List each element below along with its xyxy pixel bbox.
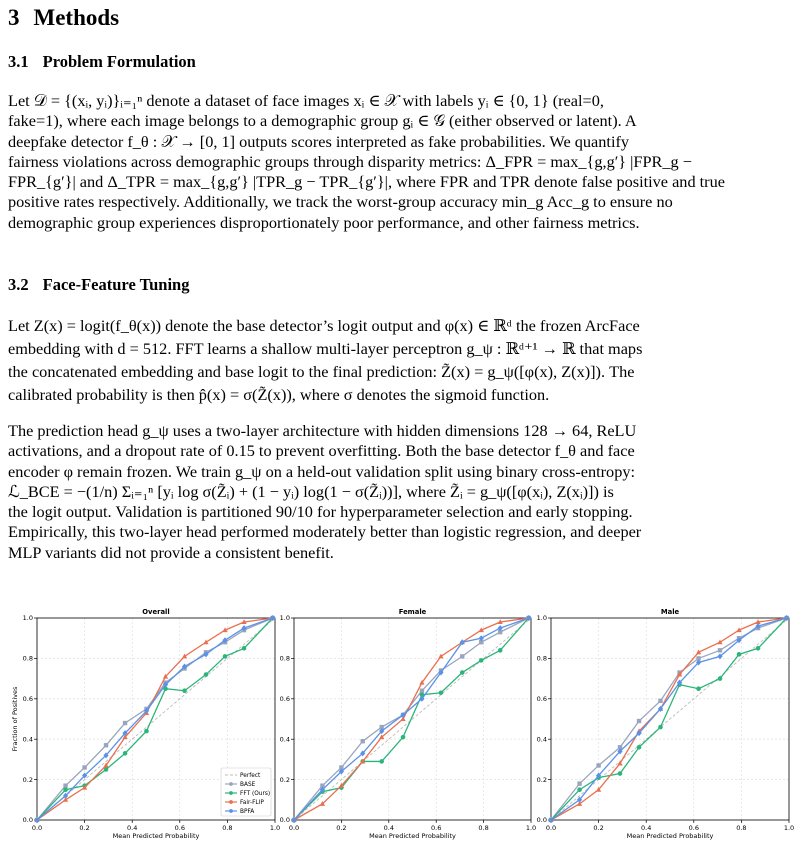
- data-point-fft-ours: [658, 725, 663, 730]
- x-tick-label: 0.4: [383, 824, 394, 832]
- data-point-fft-ours: [577, 787, 582, 792]
- x-tick-label: 0.8: [478, 824, 489, 832]
- data-point-base: [361, 739, 365, 743]
- x-tick-label: 0.2: [593, 824, 604, 832]
- y-tick-label: 0.6: [279, 695, 290, 703]
- x-tick-label: 1.0: [269, 824, 281, 832]
- x-tick-label: 0.0: [31, 824, 43, 832]
- x-tick-label: 0.2: [336, 824, 347, 832]
- paper-page: [8, 0, 800, 562]
- legend-marker-fft-ours: [229, 791, 233, 795]
- x-axis-label: Mean Predicted Probability: [626, 832, 714, 840]
- data-point-fft-ours: [144, 729, 149, 734]
- data-point-fft-ours: [718, 676, 723, 681]
- legend-marker-bpfa: [229, 809, 233, 813]
- subsection-number: 3.1: [8, 52, 29, 71]
- text-line: Empirically, this two-layer head performed moderately better than logistic regression, and deeper: [8, 522, 642, 542]
- y-tick-label: 0.8: [279, 654, 290, 663]
- data-point-fft-ours: [618, 771, 623, 776]
- subsection-heading-problem: [8, 52, 196, 72]
- data-point-fair-flip: [438, 654, 443, 659]
- data-point-base: [596, 763, 600, 767]
- legend-label-perfect: Perfect: [240, 773, 261, 780]
- calibration-panel-2: [537, 608, 795, 840]
- data-point-base: [658, 699, 662, 703]
- text-line: MLP variants did not provide a consistent benefit.: [8, 542, 334, 562]
- y-tick-label: 0.8: [536, 654, 547, 663]
- legend-marker-base: [229, 782, 233, 786]
- data-point-base: [460, 654, 464, 658]
- data-point-base: [718, 648, 722, 652]
- subsection-title: Face-Feature Tuning: [42, 275, 190, 294]
- text-line: Let Z(x) = logit(f_θ(x)) denote the base detector’s logit output and φ(x) ∈ ℝᵈ the frozen ArcFace: [8, 316, 640, 335]
- x-tick-label: 0.4: [641, 824, 652, 832]
- paragraph-fft-definition: [8, 314, 642, 406]
- subsection-number: 3.2: [8, 275, 29, 294]
- text-line: fake=1), where each image belongs to a demographic group gᵢ ∈ 𝒢 (either observed or latent). A: [8, 111, 637, 131]
- y-tick-label: 0.8: [22, 654, 33, 663]
- data-point-base: [63, 783, 67, 787]
- text-line: FPR_{g′}| and Δ_TPR = max_{g,g′} |TPR_g − TPR_{g′}|, where FPR and TPR denote false positive and true: [8, 172, 725, 192]
- paragraph-fft-architecture: [8, 421, 641, 563]
- y-tick-label: 0.0: [279, 816, 290, 825]
- data-point-base: [123, 721, 127, 725]
- x-tick-label: 0.8: [736, 824, 747, 832]
- y-tick-label: 0.6: [22, 695, 33, 703]
- data-point-fft-ours: [696, 686, 701, 691]
- data-point-fft-ours: [182, 688, 187, 693]
- data-point-base: [82, 765, 86, 769]
- text-line: ℒ_BCE = −(1/n) Σᵢ₌₁ⁿ [yᵢ log σ(Z̃ᵢ) + (1 − yᵢ) log(1 − σ(Z̃ᵢ))], where Z̃ᵢ = g_ψ([φ(xᵢ), Z(xᵢ)]) is: [8, 481, 614, 501]
- data-point-fft-ours: [63, 787, 68, 792]
- series-line-fft-ours: [294, 618, 529, 820]
- calibration-panel-1: [280, 608, 537, 840]
- x-tick-label: 0.6: [431, 824, 442, 832]
- x-tick-label: 0.0: [545, 824, 557, 832]
- panel-title: Overall: [142, 608, 170, 616]
- data-point-fft-ours: [737, 652, 742, 657]
- x-axis-label: Mean Predicted Probability: [369, 832, 456, 840]
- x-tick-label: 0.4: [127, 824, 138, 832]
- y-tick-label: 0.4: [22, 735, 33, 744]
- data-point-fft-ours: [223, 654, 228, 659]
- panel-title: Female: [398, 608, 427, 616]
- section-title: Methods: [33, 5, 120, 30]
- text-line: Let 𝒟 = {(xᵢ, yᵢ)}ᵢ₌₁ⁿ denote a dataset of face images xᵢ ∈ 𝒳 with labels yᵢ ∈ {0, 1} (real=0,: [8, 91, 604, 110]
- data-point-fft-ours: [498, 648, 503, 653]
- y-tick-label: 0.2: [279, 775, 290, 784]
- x-tick-label: 0.8: [222, 824, 233, 832]
- text-line: encoder φ remain frozen. We train g_ψ on a held-out validation split using binary cross-entropy:: [8, 461, 635, 481]
- y-tick-label: 0.4: [279, 735, 290, 744]
- data-point-fft-ours: [460, 670, 465, 675]
- calibration-panel-0: [11, 608, 280, 840]
- y-tick-label: 0.0: [536, 816, 547, 825]
- y-tick-label: 0.2: [22, 775, 33, 784]
- text-line: embedding with d = 512. FFT learns a shallow multi-layer perceptron g_ψ : ℝᵈ⁺¹ → ℝ that maps: [8, 339, 643, 358]
- section-heading: [8, 4, 800, 32]
- data-point-fft-ours: [756, 646, 761, 651]
- data-point-fft-ours: [204, 672, 209, 677]
- y-tick-label: 1.0: [536, 614, 547, 623]
- legend: [221, 768, 271, 816]
- section-number: 3: [8, 5, 20, 30]
- x-tick-label: 0.2: [79, 824, 90, 832]
- y-tick-label: 0.0: [22, 816, 33, 825]
- data-point-base: [577, 781, 581, 785]
- paragraph-problem-formulation: [8, 91, 725, 233]
- data-point-fft-ours: [123, 751, 128, 756]
- data-point-fft-ours: [401, 735, 406, 740]
- text-line: demographic group experiences disproportionately poor performance, and other fairness metrics.: [8, 212, 640, 232]
- calibration-figure: [0, 587, 808, 847]
- text-line: positive rates respectively. Additionally, we track the worst-group accuracy min_g Acc_g to ensure no: [8, 192, 673, 212]
- text-line: The prediction head g_ψ uses a two-layer architecture with hidden dimensions 128 → 64, ReLU: [8, 421, 637, 440]
- data-point-fft-ours: [379, 759, 384, 764]
- data-point-base: [637, 719, 641, 723]
- panel-title: Male: [660, 608, 680, 616]
- x-tick-label: 0.0: [288, 824, 300, 832]
- y-axis-label: Fraction of Positives: [11, 686, 19, 752]
- legend-marker-fair-flip: [229, 800, 233, 804]
- x-axis-label: Mean Predicted Probability: [112, 832, 200, 840]
- data-point-fft-ours: [479, 658, 484, 663]
- subsection-title: Problem Formulation: [42, 52, 196, 71]
- data-point-base: [104, 743, 108, 747]
- y-tick-label: 1.0: [22, 614, 33, 623]
- subsection-heading-fft: [8, 275, 189, 295]
- x-tick-label: 0.6: [688, 824, 699, 832]
- data-point-base: [420, 689, 424, 693]
- legend-label-base: BASE: [240, 782, 256, 789]
- x-tick-label: 0.6: [174, 824, 185, 832]
- legend-label-fair-flip: Fair-FLIP: [240, 800, 264, 807]
- y-tick-label: 1.0: [279, 614, 290, 623]
- legend-label-bpfa: BPFA: [240, 809, 255, 816]
- data-point-fft-ours: [242, 646, 247, 651]
- text-line: the logit output. Validation is partitioned 90/10 for hyperparameter selection and early stopping.: [8, 502, 633, 522]
- text-line: calibrated probability is then p̂(x) = σ(Z̃(x)), where σ denotes the sigmoid function.: [8, 385, 550, 404]
- y-tick-label: 0.6: [536, 695, 547, 703]
- text-line: activations, and a dropout rate of 0.15 to prevent overfitting. Both the base detector f_θ and face: [8, 441, 635, 461]
- y-tick-label: 0.2: [536, 775, 547, 784]
- x-tick-label: 1.0: [783, 824, 795, 832]
- legend-label-fft-ours: FFT (Ours): [240, 791, 271, 798]
- data-point-fft-ours: [637, 745, 642, 750]
- text-line: the concatenated embedding and base logit to the final prediction: Z̃(x) = g_ψ([φ(x), Z(x)]). The: [8, 362, 635, 381]
- data-point-fft-ours: [439, 690, 444, 695]
- y-tick-label: 0.4: [536, 735, 547, 744]
- data-point-fair-flip: [182, 654, 187, 659]
- text-line: deepfake detector f_θ : 𝒳 → [0, 1] outputs scores interpreted as fake probabilities. We quantify: [8, 131, 630, 151]
- text-line: fairness violations across demographic groups through disparity metrics: Δ_FPR = max_{g,g′} |FPR_g −: [8, 151, 692, 171]
- x-tick-label: 1.0: [525, 824, 537, 832]
